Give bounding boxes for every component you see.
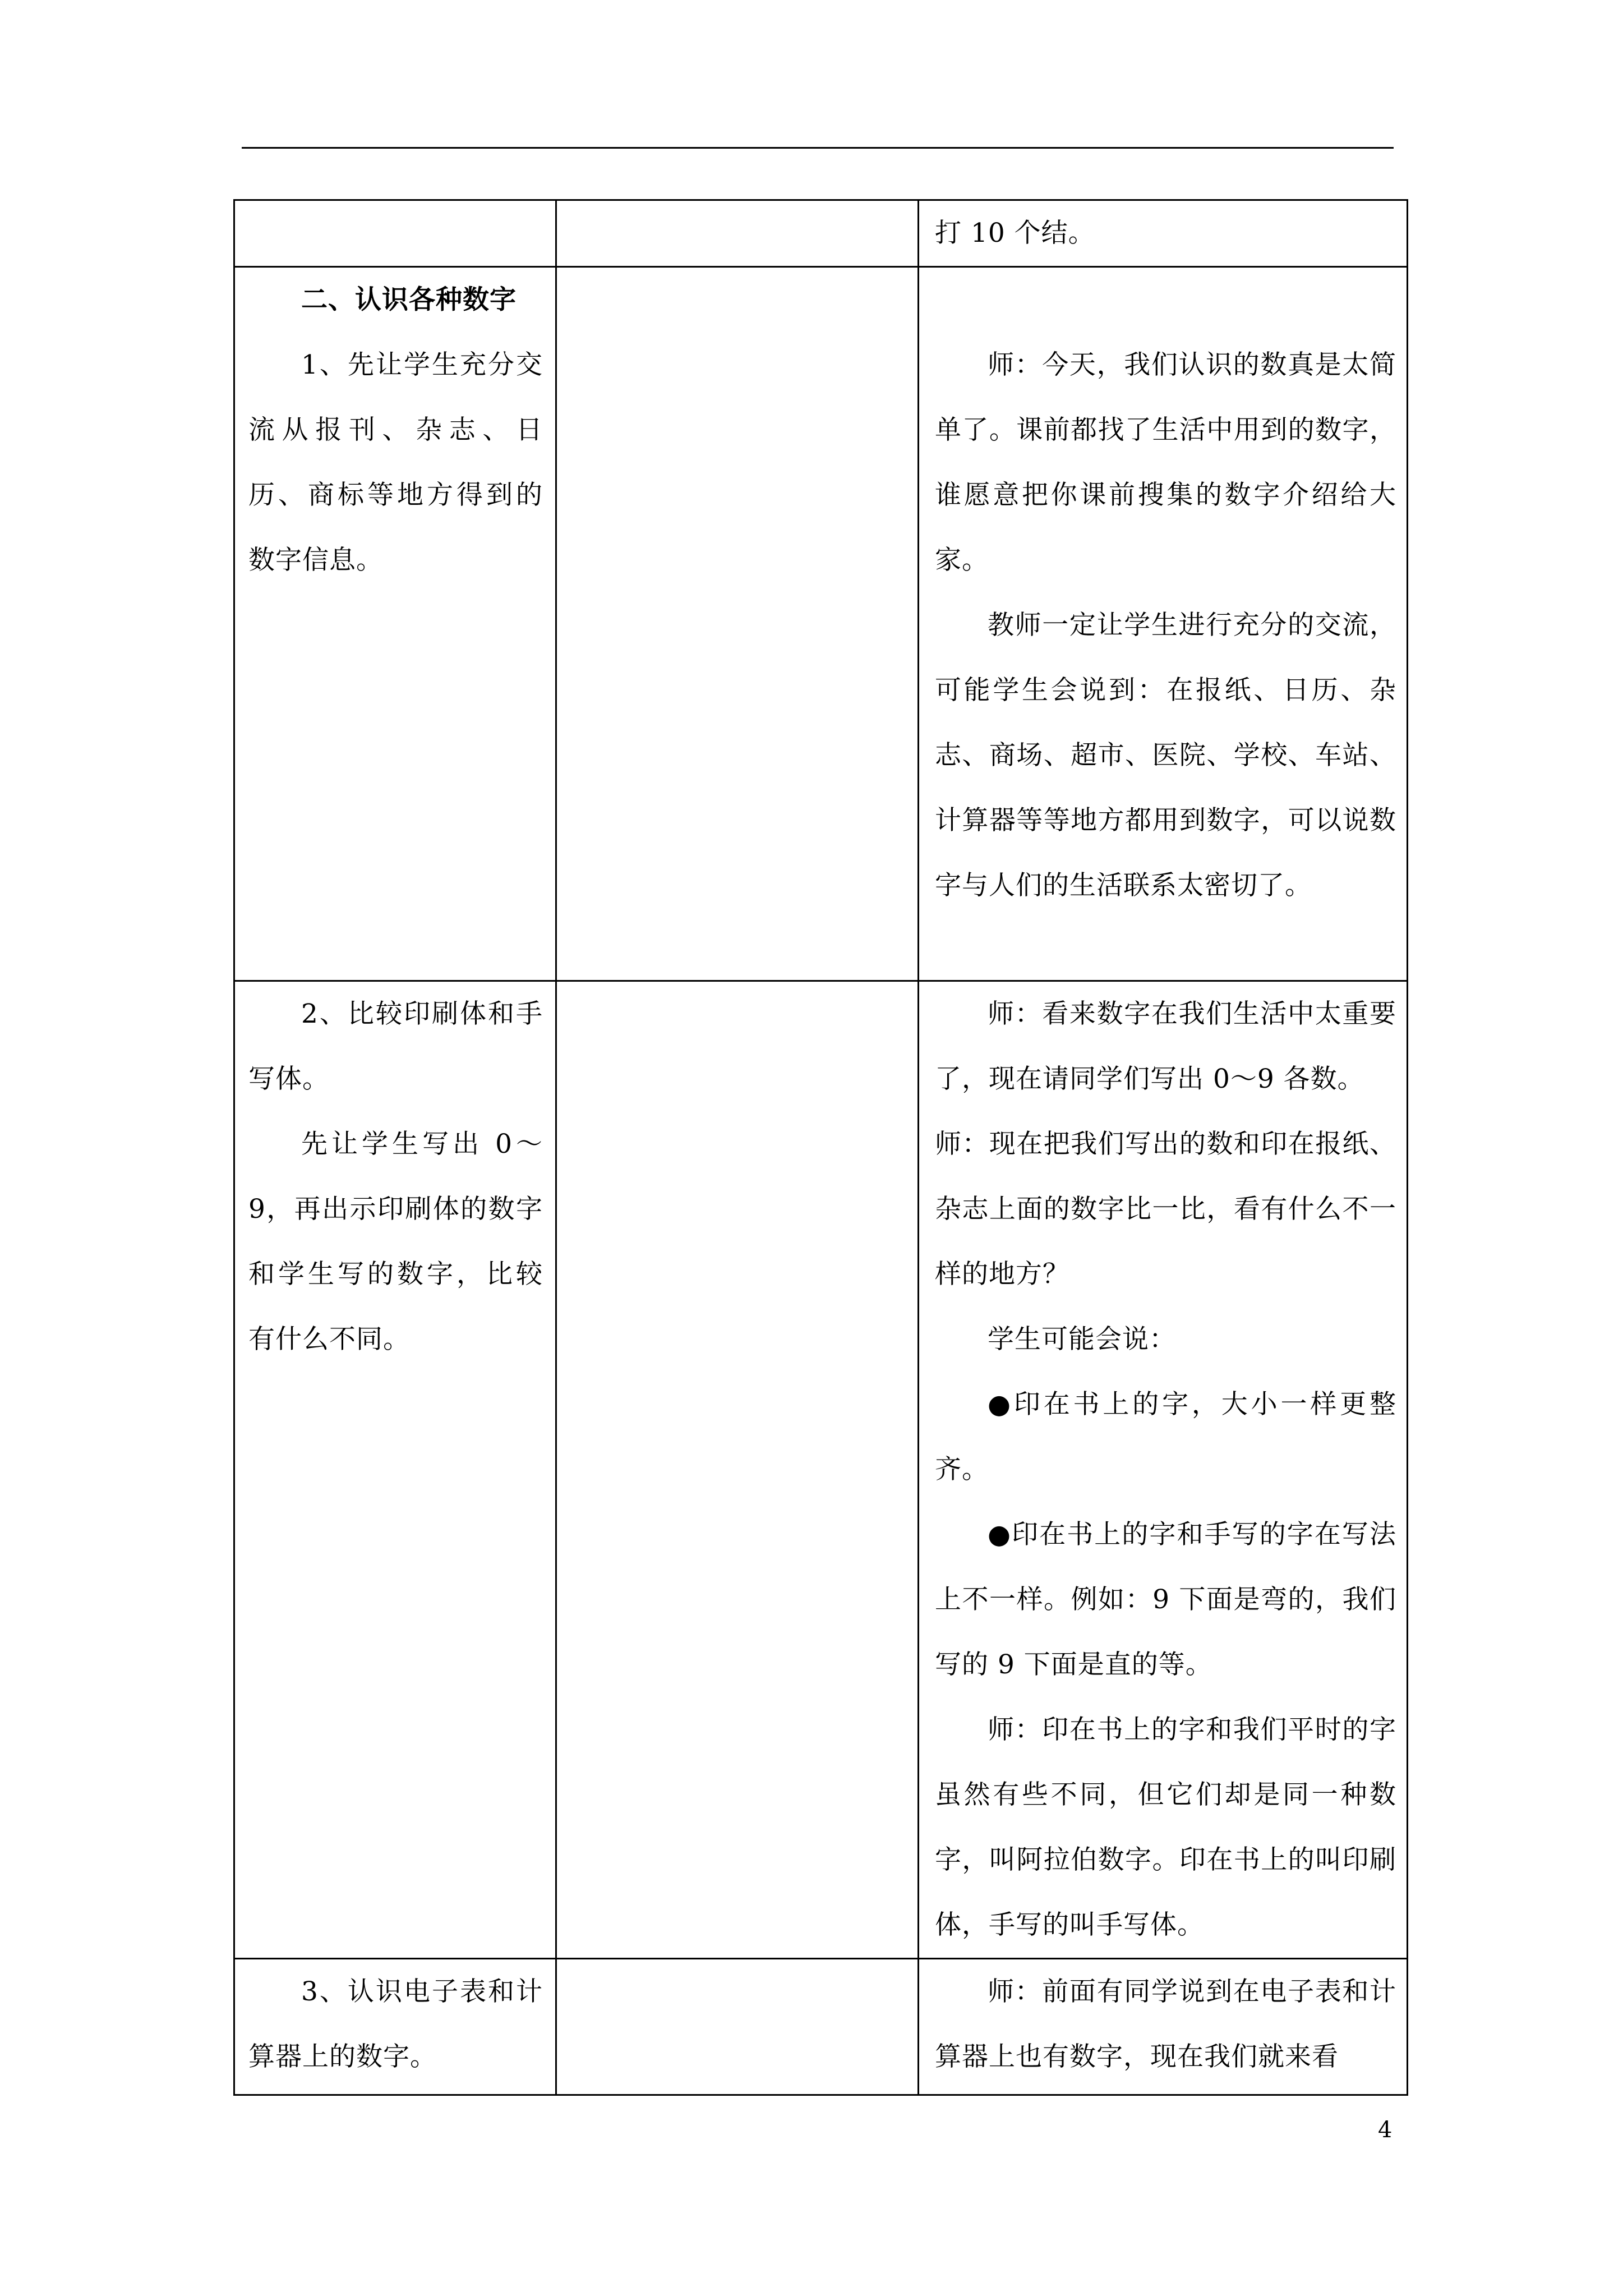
paragraph: ●印在书上的字，大小一样更整齐。	[935, 1389, 1396, 1485]
table-row	[234, 981, 1408, 1959]
dialogue-cell	[919, 1959, 1408, 2095]
paragraph: 师：前面有同学说到在电子表和计算器上也有数字，现在我们就来看	[935, 1976, 1396, 2072]
paragraph: 3、认识电子表和计算器上的数字。	[248, 1976, 543, 2072]
paragraph: 教师一定让学生进行充分的交流，可能学生会说到：在报纸、日历、杂志、商场、超市、医院、学校、车站、计算器等等地方都用到数字，可以说数字与人们的生活联系太密切了。	[935, 610, 1396, 901]
dialogue-cell	[919, 200, 1408, 267]
blank-cell	[556, 200, 919, 267]
paragraph: 师：现在把我们写出的数和印在报纸、杂志上面的数字比一比，看有什么不一样的地方？	[935, 1129, 1396, 1290]
dialogue-cell	[919, 267, 1408, 981]
paragraph: 2、比较印刷体和手写体。	[248, 999, 543, 1094]
activity-cell	[234, 200, 556, 267]
blank-cell	[556, 267, 919, 981]
lesson-plan-table	[233, 199, 1408, 2096]
table-row	[234, 267, 1408, 981]
table-row	[234, 200, 1408, 267]
header-rule	[242, 147, 1394, 149]
section-heading: 二、认识各种数字	[301, 284, 517, 315]
activity-cell	[234, 267, 556, 981]
paragraph	[935, 268, 1396, 333]
table-row	[234, 1959, 1408, 2095]
paragraph: 师：看来数字在我们生活中太重要了，现在请同学们写出 0～9 各数。	[935, 999, 1396, 1094]
activity-cell	[234, 981, 556, 1959]
paragraph: 师：印在书上的字和我们平时的字虽然有些不同，但它们却是同一种数字，叫阿拉伯数字。印在书上的叫印刷体，手写的叫手写体。	[935, 1714, 1396, 1940]
page-number: 4	[1378, 2117, 1393, 2143]
paragraph: 打 10 个结。	[935, 218, 1095, 249]
paragraph: ●印在书上的字和手写的字在写法上不一样。例如：9 下面是弯的，我们写的 9 下面是直的等。	[935, 1519, 1396, 1680]
paragraph: 师：今天，我们认识的数真是太简单了。课前都找了生活中用到的数字，谁愿意把你课前搜集的数字介绍给大家。	[935, 349, 1396, 576]
blank-cell	[556, 981, 919, 1959]
dialogue-cell	[919, 981, 1408, 1959]
activity-cell	[234, 1959, 556, 2095]
paragraph: 学生可能会说：	[988, 1324, 1176, 1355]
paragraph: 先让学生写出 0～9，再出示印刷体的数字和学生写的数字，比较有什么不同。	[248, 1129, 543, 1355]
paragraph: 1、先让学生充分交流从报刊、杂志、日历、商标等地方得到的数字信息。	[248, 349, 543, 576]
blank-cell	[556, 1959, 919, 2095]
